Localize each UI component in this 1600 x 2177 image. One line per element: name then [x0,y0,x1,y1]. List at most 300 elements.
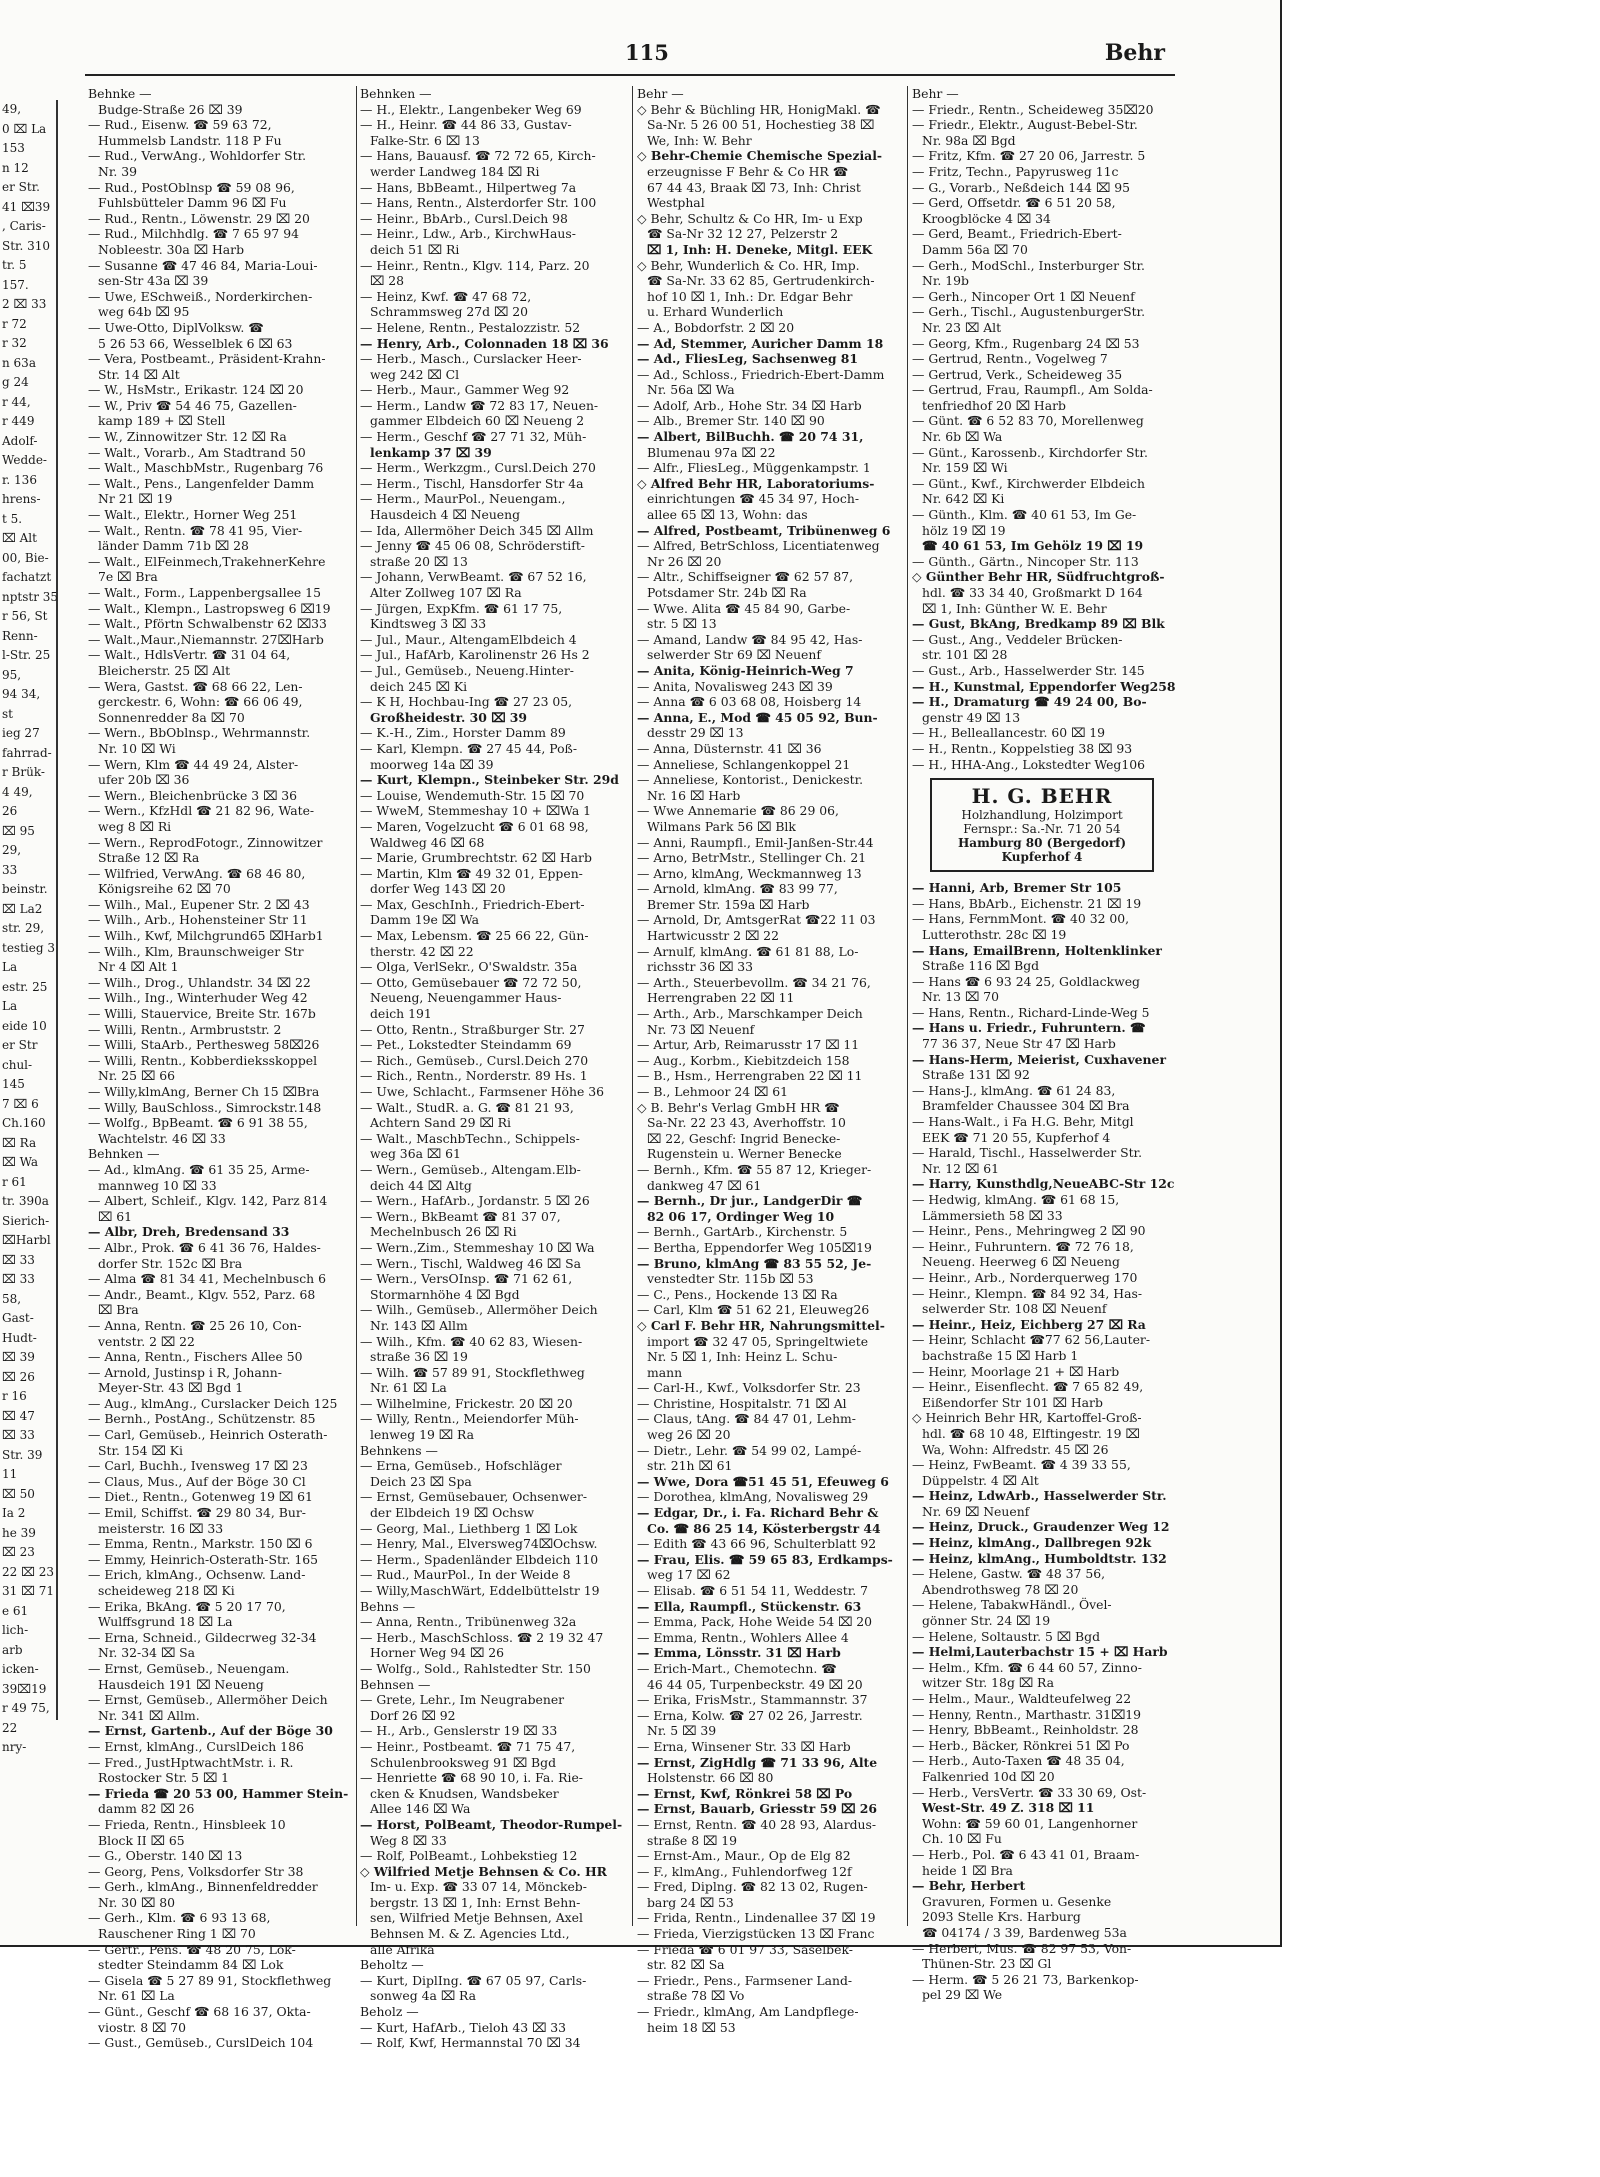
listing-continuation: Großheidestr. 30 ⌧ 39 [370,709,528,725]
listing-entry: — Hans, BbBeamt., Hilpertweg 7a [360,179,577,195]
listing-entry: — Albr., Prok. ☎ 6 41 36 76, Haldes- [88,1239,321,1255]
listing-continuation: Rauschener Ring 1 ⌧ 70 [98,1926,256,1942]
listing-entry: — Günt., Geschf ☎ 68 16 37, Okta- [88,2004,311,2020]
listing-continuation: ☎ 40 61 53, Im Gehölz 19 ⌧ 19 [922,538,1144,554]
edge-fragment: Gast- [2,1311,34,1325]
listing-entry: — Wilh., Kfm. ☎ 40 62 83, Wiesen- [360,1333,583,1349]
listing-continuation: Bremer Str. 159a ⌧ Harb [647,896,810,912]
edge-fragment: Renn- [2,628,38,643]
listing-entry: — Johann, VerwBeamt. ☎ 67 52 16, [360,569,587,585]
listing-entry: — Emma, Rentn., Wohlers Allee 4 [637,1629,849,1645]
edge-fragment: r 16 [2,1389,27,1403]
listing-entry: — Edgar, Dr., i. Fa. Richard Behr & [637,1505,879,1521]
listing-continuation: ⌧ 61 [98,1208,132,1224]
listing-entry: — Helene, Gastw. ☎ 48 37 56, [912,1566,1106,1582]
listing-entry: — Ad., FliesLeg, Sachsenweg 81 [637,351,859,367]
listing-entry: — Anna, Rentn., Tribünenweg 32a [360,1614,577,1630]
listing-entry: — Willy,klmAng, Berner Ch 15 ⌧Bra [88,1084,320,1099]
edge-fragment: fachatzt [2,570,52,584]
listing-continuation: der Elbdeich 19 ⌧ Ochsw [370,1505,535,1521]
edge-fragment: ⌧ 47 [2,1408,35,1423]
listing-entry: — Walt., Pens., Langenfelder Damm [88,475,315,491]
edge-fragment: 58, [2,1291,22,1306]
listing-entry: — Heinr., Rentn., Klgv. 114, Parz. 20 [360,257,590,273]
listing-entry: — Helene, TabakwHändl., Övel- [912,1597,1112,1613]
listing-entry: — Anna ☎ 6 03 68 08, Hoisberg 14 [637,694,862,710]
listing-entry: — Heinr., Heiz, Eichberg 27 ⌧ Ra [912,1316,1146,1332]
listing-entry: — Günt., Karossenb., Kirchdorfer Str. [912,444,1148,460]
listing-entry: — Rolf, Kwf, Hermannstal 70 ⌧ 34 [360,2035,581,2051]
listing-continuation: gammer Elbdeich 60 ⌧ Neueng 2 [370,413,585,429]
listing-continuation: Damm 19e ⌧ Wa [370,912,480,928]
listing-entry: — Arth., Arb., Marschkamper Deich [637,1006,863,1022]
listing-entry: — Frau, Elis. ☎ 59 65 83, Erdkamps- [637,1551,893,1567]
listing-entry: — W., HsMstr., Erikastr. 124 ⌧ 20 [88,382,304,398]
listing-entry: — Herm., Landw ☎ 72 83 17, Neuen- [360,397,599,413]
listing-entry: — Willi, Stauervice, Breite Str. 167b [88,1006,316,1022]
listing-entry: — Wilh., Drog., Uhlandstr. 34 ⌧ 22 [88,974,311,990]
listing-continuation: Nr 4 ⌧ Alt 1 [98,959,179,975]
listing-continuation: Gravuren, Formen u. Gesenke [922,1893,1112,1909]
listing-entry: — Anni, Raumpfl., Emil-Janßen-Str.44 [637,834,874,850]
listing-entry: — Wilh., Gemüseb., Allermöher Deich [360,1302,598,1318]
listing-entry: — Herm., Werkzgm., Cursl.Deich 270 [360,460,596,476]
listing-entry: — H., Arb., Genslerstr 19 ⌧ 33 [360,1723,558,1739]
listing-entry: — Heinr., Arb., Norderquerweg 170 [912,1269,1138,1285]
listing-entry: — Bernh., PostAng., Schützenstr. 85 [88,1411,316,1427]
listing-entry: — Hans, Rentn., Alsterdorfer Str. 100 [360,195,597,211]
listing-continuation: weg 36a ⌧ 61 [370,1146,461,1162]
edge-fragment: 145 [2,1077,25,1091]
listing-entry: — Herb., Maur., Gammer Weg 92 [360,382,570,398]
listing-continuation: sen-Str 43a ⌧ 39 [98,273,209,289]
listing-entry: — Heinz, Kwf. ☎ 47 68 72, [360,288,532,304]
listing-entry: — Herm., Tischl, Hansdorfer Str 4a [360,475,584,491]
listing-entry: — Jürgen, ExpKfm. ☎ 61 17 75, [360,600,563,616]
listing-continuation: Bleicherstr. 25 ⌧ Alt [98,662,231,678]
listing-continuation: Westphal [647,195,705,211]
listing-entry: — Dietr., Lehr. ☎ 54 99 02, Lampé- [637,1442,862,1458]
listing-entry: — Erna, Kolw. ☎ 27 02 26, Jarrestr. [637,1707,863,1723]
listing-entry: — Carl, Klm ☎ 51 62 21, Eleuweg26 [637,1302,870,1318]
listing-entry: ◇ Heinrich Behr HR, Kartoffel-Groß- [912,1410,1142,1426]
edge-fragment: eide 10 [2,1018,47,1033]
listing-entry: — Günth., Klm. ☎ 40 61 53, Im Ge- [912,507,1137,523]
listing-entry: ◇ B. Behr's Verlag GmbH HR ☎ [637,1099,840,1115]
listing-continuation: witzer Str. 18g ⌧ Ra [922,1675,1055,1691]
directory-column-4 [912,86,1177,2003]
edge-fragment: r 449 [2,414,35,428]
listing-entry: — Horst, PolBeamt, Theodor-Rumpel- [360,1816,623,1832]
edge-fragment: ⌧ 26 [2,1369,35,1384]
listing-continuation: Bramfelder Chaussee 304 ⌧ Bra [922,1098,1130,1114]
listing-entry: — H., Kunstmal, Eppendorfer Weg258 [912,678,1176,694]
edge-fragment: 33 [2,862,18,877]
listing-entry: — Jul., Maur., AltengamElbdeich 4 [360,631,577,647]
listing-entry: — Otto, Gemüsebauer ☎ 72 72 50, [360,974,582,990]
listing-entry: — Frieda, Vierzigstücken 13 ⌧ Franc [637,1926,875,1942]
listing-entry: — Ella, Raumpfl., Stückenstr. 63 [637,1598,862,1614]
listing-entry: — Gust., Arb., Hasselwerder Str. 145 [912,662,1145,678]
listing-entry: — Henry, Arb., Colonnaden 18 ⌧ 36 [360,335,609,351]
listing-continuation: Nr. 73 ⌧ Neuenf [647,1021,755,1037]
column-divider [356,86,357,1926]
listing-entry: — Fred, Diplng. ☎ 82 13 02, Rugen- [637,1879,868,1895]
edge-fragment: r 61 [2,1174,27,1189]
listing-entry: — Heinr., Pens., Mehringweg 2 ⌧ 90 [912,1223,1146,1239]
listing-entry: — Fritz, Techn., Papyrusweg 11c [912,163,1119,179]
listing-continuation: Nr. 10 ⌧ Wi [98,740,176,756]
listing-entry: — Ida, Allermöher Deich 345 ⌧ Allm [360,522,594,538]
edge-fragment: Adolf- [2,433,38,448]
listing-continuation: Eißendorfer Str 101 ⌧ Harb [922,1394,1103,1410]
listing-entry: — Hans, Rentn., Richard-Linde-Weg 5 [912,1004,1150,1020]
listing-continuation: ☎ Sa-Nr. 33 62 85, Gertrudenkirch- [647,273,875,289]
listing-continuation: Kindtsweg 3 ⌧ 33 [370,616,487,632]
listing-entry: — Rich., Rentn., Norderstr. 89 Hs. 1 [360,1068,588,1084]
edge-fragment: e 61 [2,1603,29,1618]
listing-continuation: Nr. 5 ⌧ 39 [647,1723,717,1739]
listing-continuation: ⌧ 1, Inh: Günther W. E. Behr [922,600,1107,616]
listing-entry: — Ad., Schloss., Friedrich-Ebert-Damm [637,366,885,382]
listing-continuation: Str. 14 ⌧ Alt [98,366,180,382]
listing-entry: — Ernst, Gemüsebauer, Ochsenwer- [360,1489,588,1505]
advertisement-box [930,778,1154,872]
edge-fragment: n 12 [2,160,29,175]
listing-entry: — Heinz, klmAng., Dallbregen 92k [912,1535,1152,1551]
listing-continuation: Dorf 26 ⌧ 92 [370,1707,456,1723]
listing-continuation: EEK ☎ 71 20 55, Kupferhof 4 [922,1129,1111,1145]
page-number: 115 [625,40,669,65]
listing-continuation: Im- u. Exp. ☎ 33 07 14, Mönckeb- [370,1879,587,1895]
listing-entry: — Hedwig, klmAng. ☎ 61 68 15, [912,1192,1120,1207]
listing-entry: — Wern., ReprodFotogr., Zinnowitzer [88,834,323,850]
listing-entry: — Walt., StudR. a. G. ☎ 81 21 93, [360,1099,574,1115]
listing-continuation: dorfer Weg 143 ⌧ 20 [370,881,506,897]
edge-fragment: Str. 310 [2,238,50,253]
listing-continuation: selwerder Str. 108 ⌧ Neuenf [922,1301,1107,1317]
listing-entry: — Willi, StaArb., Perthesweg 58⌧26 [88,1037,320,1053]
listing-continuation: Wa, Wohn: Alfredstr. 45 ⌧ 26 [922,1441,1109,1457]
listing-continuation: Holstenstr. 66 ⌧ 80 [647,1770,774,1786]
listing-entry: — Christine, Hospitalstr. 71 ⌧ Al [637,1395,847,1411]
listing-entry: — Artur, Arb, Reimarusstr 17 ⌧ 11 [637,1037,860,1053]
edge-fragment: g 24 [2,375,29,389]
listing-entry: — H., Dramaturg ☎ 49 24 00, Bo- [912,694,1147,710]
listing-entry: — Hans-J., klmAng. ☎ 61 24 83, [912,1082,1116,1098]
listing-entry: — Ad., klmAng. ☎ 61 35 25, Arme- [88,1161,310,1177]
listing-entry: — Altr., Schiffseigner ☎ 62 57 87, [637,569,854,585]
edge-fragment: 153 [2,141,25,155]
edge-fragment: beinstr. [2,882,48,896]
listing-entry: — Helmi,Lauterbachstr 15 + ⌧ Harb [912,1644,1168,1660]
edge-fragment: Str. 39 [2,1447,43,1462]
listing-entry: — Fritz, Kfm. ☎ 27 20 06, Jarrestr. 5 [912,148,1146,164]
listing-continuation: Nobleestr. 30a ⌧ Harb [98,241,244,257]
listing-entry: — Georg, Mal., Liethberg 1 ⌧ Lok [360,1520,578,1536]
listing-entry: — F., klmAng., Fuhlendorfweg 12f [637,1863,852,1879]
edge-fragment: 22 [2,1720,18,1735]
listing-entry: — Amand, Landw ☎ 84 95 42, Has- [637,631,863,647]
listing-continuation: Düppelstr. 4 ⌧ Alt [922,1472,1039,1488]
listing-entry: — Heinz, Druck., Graudenzer Weg 12 [912,1519,1170,1535]
listing-entry: — Heinz, klmAng., Humboldtstr. 132 [912,1550,1167,1566]
listing-entry: — Wilh., Kwf, Milchgrund65 ⌧Harb1 [88,928,324,944]
listing-entry: — Grete, Lehr., Im Neugrabener [360,1692,565,1708]
listing-continuation: Stormarnhöhe 4 ⌧ Bgd [370,1286,520,1302]
listing-entry: — Arno, BetrMstr., Stellinger Ch. 21 [637,850,867,866]
listing-entry: — Herm. ☎ 5 26 21 73, Barkenkop- [912,1971,1139,1987]
listing-entry: — Heinr., BbArb., Cursl.Deich 98 [360,210,568,226]
edge-fragment: t 5. [2,511,23,526]
listing-continuation: deich 245 ⌧ Ki [370,678,468,694]
listing-entry: — Rud., PostOblnsp ☎ 59 08 96, [88,179,295,195]
edge-fragment: Hudt- [2,1330,37,1345]
listing-entry: ◇ Alfred Behr HR, Laboratoriums- [637,475,875,491]
listing-continuation: dankweg 47 ⌧ 61 [647,1177,762,1193]
listing-entry: Behr — [912,86,959,101]
listing-continuation: Straße 131 ⌧ 92 [922,1067,1030,1083]
directory-column-1 [88,86,353,2051]
edge-fragment: Ch.160 [2,1116,46,1130]
listing-entry: — Wern., BkBeamt ☎ 81 37 07, [360,1208,561,1224]
listing-entry: — Aug., Korbm., Kiebitzdeich 158 [637,1052,850,1068]
listing-entry: — Rud., Eisenw. ☎ 59 63 72, [88,117,272,133]
listing-continuation: ☎ Sa-Nr 32 12 27, Pelzerstr 2 [647,226,839,242]
listing-entry: — Henry, Mal., Elversweg74⌧Ochsw. [360,1536,598,1552]
listing-entry: — Friedr., klmAng, Am Landpflege- [637,2004,859,2020]
listing-entry: — Adolf, Arb., Hohe Str. 34 ⌧ Harb [637,397,862,413]
listing-entry: — Diet., Rentn., Gotenweg 19 ⌧ 61 [88,1489,313,1505]
edge-fragment: 41 ⌧39 [2,199,51,214]
listing-continuation: ⌧ 22, Geschf: Ingrid Benecke- [647,1130,841,1146]
listing-continuation: Damm 56a ⌧ 70 [922,241,1028,257]
listing-continuation: Nr 21 ⌧ 19 [98,491,173,507]
listing-entry: — Kurt, DiplIng. ☎ 67 05 97, Carls- [360,1972,587,1988]
listing-entry: — Ernst, Gemüseb., Neuengam. [88,1660,290,1676]
edge-fragment: r Brük- [2,765,45,779]
listing-continuation: str. 101 ⌧ 28 [922,647,1008,663]
listing-continuation: straße 20 ⌧ 13 [370,553,468,569]
edge-fragment: 29, [2,843,22,857]
listing-entry: — Ad, Stemmer, Auricher Damm 18 [637,335,884,351]
edge-fragment: ⌧ 23 [2,1545,35,1559]
listing-entry: — Arnulf, klmAng. ☎ 61 81 88, Lo- [637,943,859,959]
listing-continuation: richsstr 36 ⌧ 33 [647,959,754,975]
listing-continuation: weg 242 ⌧ Cl [370,366,460,382]
edge-fragment: 22 ⌧ 23 [2,1564,54,1579]
listing-entry: ◇ Günther Behr HR, Südfruchtgroß- [912,569,1165,585]
listing-continuation: Str. 154 ⌧ Ki [98,1442,183,1458]
listing-entry: — Uwe-Otto, DiplVolksw. ☎ [88,319,264,335]
listing-continuation: therstr. 42 ⌧ 22 [370,943,474,959]
listing-continuation: erzeugnisse F Behr & Co HR ☎ [647,163,849,179]
listing-entry: — Emma, Lönsstr. 31 ⌧ Harb [637,1645,841,1661]
edge-fragment: nry- [2,1740,27,1754]
listing-entry: — Helene, Rentn., Pestalozzistr. 52 [360,319,581,335]
listing-continuation: Allee 146 ⌧ Wa [370,1801,471,1817]
listing-entry: — Rich., Gemüseb., Cursl.Deich 270 [360,1052,589,1068]
listing-continuation: Hartwicusstr 2 ⌧ 22 [647,928,779,944]
listing-continuation: We, Inh: W. Behr [647,132,752,148]
listing-continuation: Sa-Nr. 22 23 43, Averhoffstr. 10 [647,1115,846,1131]
listing-continuation: moorweg 14a ⌧ 39 [370,756,494,772]
listing-continuation: deich 51 ⌧ Ri [370,241,460,257]
listing-continuation: Mechelnbusch 26 ⌧ Ri [370,1224,517,1240]
listing-entry: — Helm., Kfm. ☎ 6 44 60 57, Zinno- [912,1659,1142,1675]
listing-continuation: u. Erhard Wunderlich [647,304,784,320]
listing-entry: — Heinr, Schlacht ☎77 62 56,Lauter- [912,1332,1151,1348]
listing-continuation: ☎ 04174 / 3 39, Bardenweg 53a [922,1924,1127,1940]
listing-continuation: Nr. 56a ⌧ Wa [647,382,735,398]
listing-entry: — Willy,MaschWärt, Eddelbüttelstr 19 [360,1583,600,1598]
listing-entry: — H., Rentn., Koppelstieg 38 ⌧ 93 [912,740,1133,756]
listing-entry: ◇ Behr-Chemie Chemische Spezial- [637,148,883,164]
listing-entry: — Walt., ElFeinmech,TrakehnerKehre [88,553,326,569]
listing-continuation: str. 5 ⌧ 13 [647,616,717,632]
edge-fragment: ⌧ 95 [2,823,35,838]
listing-entry: — Heinr., Ldw., Arb., KirchwHaus- [360,226,576,242]
listing-entry: — Ernst, ZigHdlg ☎ 71 33 96, Alte [637,1754,878,1770]
edge-fragment: n 63a [2,355,36,370]
listing-entry: — Gerh., klmAng., Binnenfeldredder [88,1879,318,1895]
ad-line: Hamburg 80 (Bergedorf) [957,836,1127,851]
listing-entry: ◇ Behr, Wunderlich & Co. HR, Imp. [637,257,860,273]
edge-fragment: estr. 25 [2,979,48,994]
listing-entry: — Walt., MaschbTechn., Schippels- [360,1130,580,1146]
listing-continuation: Blumenau 97a ⌧ 22 [647,444,776,460]
listing-entry: — Willi, Rentn., Armbruststr. 2 [88,1021,282,1037]
listing-continuation: deich 191 [370,1006,432,1022]
edge-fragment: fahrrad- [2,745,52,760]
listing-entry: — Ernst, Gemüseb., Allermöher Deich [88,1692,328,1708]
edge-fragment: La [2,960,18,974]
listing-entry: — H., Belleallancestr. 60 ⌧ 19 [912,725,1106,741]
listing-entry: — Helene, Soltaustr. 5 ⌧ Bgd [912,1628,1100,1644]
listing-continuation: venstedter Str. 115b ⌧ 53 [647,1271,814,1287]
listing-entry: — H., HHA-Ang., Lokstedter Weg106 [912,756,1145,772]
listing-continuation: hof 10 ⌧ 1, Inh.: Dr. Edgar Behr [647,288,853,304]
listing-entry: — Henry, BbBeamt., Reinholdstr. 28 [912,1722,1139,1738]
listing-entry: — Arth., Steuerbevollm. ☎ 34 21 76, [637,974,871,990]
listing-entry: — Gertr., Pens. ☎ 48 20 75, Lok- [88,1941,296,1957]
listing-continuation: hdl. ☎ 68 10 48, Elftingestr. 19 ⌧ [922,1425,1140,1441]
listing-continuation: Nr. 30 ⌧ 80 [98,1894,175,1910]
listing-entry: — Jul., HafArb, Karolinenstr 26 Hs 2 [360,647,590,663]
listing-continuation: werder Landweg 184 ⌧ Ri [370,163,540,179]
listing-entry: — Wilh., Arb., Hohensteiner Str 11 [88,912,308,928]
listing-entry: — Walt., Form., Lappenbergsallee 15 [88,585,321,600]
listing-entry: — Wolfg., BpBeamt. ☎ 6 91 38 55, [88,1115,308,1131]
listing-entry: — Bernh., Kfm. ☎ 55 87 12, Krieger- [637,1161,872,1177]
listing-continuation: länder Damm 71b ⌧ 28 [98,538,249,554]
listing-entry: — Vera, Postbeamt., Präsident-Krahn- [88,351,326,367]
listing-continuation: Schrammsweg 27d ⌧ 20 [370,304,529,320]
listing-entry: — Wwe, Dora ☎51 45 51, Efeuweg 6 [637,1473,889,1489]
listing-entry: — Wern., Gemüseb., Altengam.Elb- [360,1161,581,1177]
listing-entry: — Gust, BkAng, Bredkamp 89 ⌧ Blk [912,616,1165,632]
edge-fragment: 94 34, [2,687,41,701]
listing-entry: — Walt., Pförtn Schwalbenstr 62 ⌧33 [88,616,327,632]
listing-entry: — Herbert, Mus. ☎ 82 97 53, Von- [912,1940,1132,1956]
listing-entry: Beholz — [360,2004,419,2020]
edge-fragment: ⌧Harbl [2,1233,51,1247]
listing-entry: — Harry, Kunsthdlg,NeueABC-Str 12c [912,1176,1175,1192]
listing-entry: — Friedr., Pens., Farmsener Land- [637,1972,853,1988]
listing-continuation: gerckestr. 6, Wohn: ☎ 66 06 49, [98,694,303,710]
listing-entry: — Carl, Gemüseb., Heinrich Osterath- [88,1427,328,1443]
listing-entry: — Frieda, Rentn., Hinsbleek 10 [88,1816,286,1832]
listing-continuation: Ch. 10 ⌧ Fu [922,1831,1002,1847]
listing-continuation: Achtern Sand 29 ⌧ Ri [370,1115,511,1131]
listing-continuation: alle Afrika [370,1941,435,1957]
listing-entry: — Hans ☎ 6 93 24 25, Goldlackweg [912,973,1140,989]
listing-entry: — Willi, Rentn., Kobberdieksskoppel [88,1052,318,1068]
listing-entry: — Erich-Mart., Chemotechn. ☎ [637,1660,837,1676]
listing-continuation: import ☎ 32 47 05, Springeltwiete [647,1333,869,1349]
listing-continuation: Alter Zollweg 107 ⌧ Ra [370,585,522,600]
listing-entry: — Pet., Lokstedter Steindamm 69 [360,1037,572,1053]
listing-entry: — Ernst-Am., Maur., Op de Elg 82 [637,1848,851,1864]
listing-entry: — Henny, Rentn., Marthastr. 31⌧19 [912,1706,1142,1722]
listing-entry: — Helm., Maur., Waldteufelweg 22 [912,1691,1132,1706]
directory-column-2 [360,86,625,2051]
listing-entry: — Wwe. Alita ☎ 45 84 90, Garbe- [637,600,851,616]
listing-continuation: ⌧ Bra [98,1302,139,1318]
listing-continuation: Wohn: ☎ 59 60 01, Langenhorner [922,1815,1138,1831]
edge-fragment: Wedde- [2,453,47,467]
listing-entry: — Herb., Bäcker, Rönkrei 51 ⌧ Po [912,1737,1130,1753]
listing-continuation: desstr 29 ⌧ 13 [647,725,744,741]
edge-fragment: Sierich- [2,1213,50,1228]
listing-continuation: Nr. 61 ⌧ La [370,1380,447,1396]
listing-entry: — Anna, E., Mod ☎ 45 05 92, Bun- [637,709,878,725]
listing-continuation: Neueng. Heerweg 6 ⌧ Neueng [922,1254,1120,1270]
listing-entry: — Anna, Rentn. ☎ 25 26 10, Con- [88,1317,302,1333]
listing-entry: — Anita, König-Heinrich-Weg 7 [637,662,854,678]
listing-entry: — K H, Hochbau-Ing ☎ 27 23 05, [360,694,573,710]
listing-entry: — Marie, Grumbrechtstr. 62 ⌧ Harb [360,850,592,866]
listing-entry: — Albert, Schleif., Klgv. 142, Parz 814 [88,1193,328,1209]
listing-entry: — Alfred, Postbeamt, Tribünenweg 6 [637,522,891,538]
directory-column-3 [637,86,902,2035]
listing-continuation: hdl. ☎ 33 34 40, Großmarkt D 164 [922,585,1143,600]
listing-entry: — Harald, Tischl., Hasselwerder Str. [912,1145,1143,1161]
listing-entry: — Elisab. ☎ 6 51 54 11, Weddestr. 7 [637,1583,869,1598]
listing-continuation: Wachtelstr. 46 ⌧ 33 [98,1130,226,1146]
listing-entry: — Behr, Herbert [912,1878,1026,1894]
edge-fragment: ⌧ Alt [2,531,37,545]
listing-entry: — Albr, Dreh, Bredensand 33 [88,1224,290,1240]
listing-continuation: Nr. 39 [98,163,138,179]
edge-fragment: ⌧ 50 [2,1486,35,1501]
listing-continuation: Nr. 98a ⌧ Bgd [922,132,1016,148]
listing-entry: — Alb., Bremer Str. 140 ⌧ 90 [637,413,825,429]
listing-entry: — Anneliese, Kontorist., Denickestr. [637,772,864,788]
listing-continuation: gönner Str. 24 ⌧ 19 [922,1613,1051,1629]
listing-entry: — H., Heinr. ☎ 44 86 33, Gustav- [360,117,572,133]
listing-entry: — Erna, Gemüseb., Hofschläger [360,1458,562,1474]
listing-entry: — Jenny ☎ 45 06 08, Schröderstift- [360,538,585,554]
listing-continuation: Thünen-Str. 23 ⌧ Gl [922,1956,1052,1972]
listing-entry: — Rud., VerwAng., Wohldorfer Str. [88,148,307,164]
listing-entry: — Rud., Milchhdlg. ☎ 7 65 97 94 [88,226,299,242]
edge-fragment: tr. 390a [2,1194,49,1208]
listing-continuation: Lutterothstr. 28c ⌧ 19 [922,926,1067,942]
listing-entry: — Bernh., Dr jur., LandgerDir ☎ [637,1193,863,1209]
listing-continuation: Nr. 5 ⌧ 1, Inh: Heinz L. Schu- [647,1349,838,1365]
listing-continuation: Falkenried 10d ⌧ 20 [922,1768,1055,1784]
